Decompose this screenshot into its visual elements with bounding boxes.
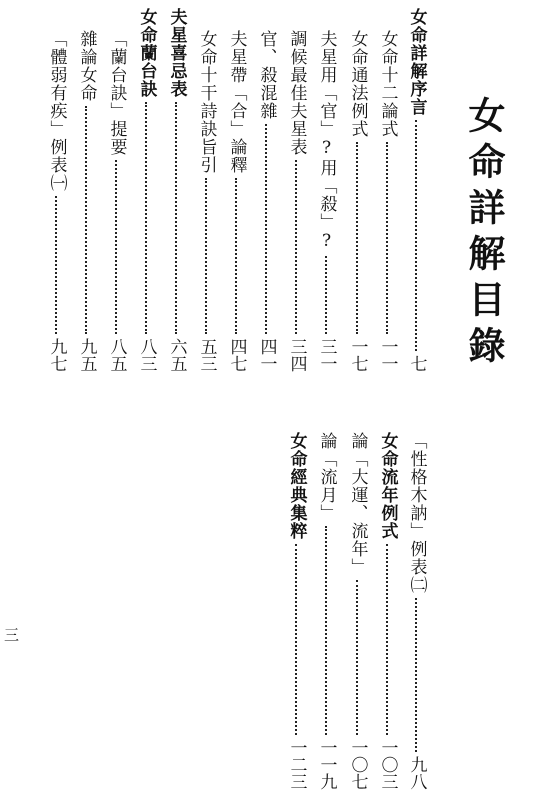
dot-leader [265,124,267,334]
toc-entry-page: 五三 [196,338,217,372]
toc-entry [345,30,369,372]
dot-leader [295,544,297,735]
page-title: 女命詳解目錄 [462,96,505,372]
toc-entry [314,30,338,372]
dot-leader [145,102,147,334]
toc-entry [284,30,308,372]
toc-entry-title: 雜論女命 [76,30,97,102]
toc-entry-title: 夫星用「官」?用「殺」? [316,30,337,252]
toc-entry-title: 調候最佳夫星表 [286,30,307,156]
dot-leader [175,102,177,334]
toc-entry-title: 女命經典集粹 [286,432,307,540]
toc-entry [375,30,399,372]
toc-entry-title: 論「大運、流年」 [347,432,368,576]
toc-entry [284,432,308,790]
toc-entry-page: 七 [406,355,427,372]
toc-entry-title: 論「流月」 [316,432,337,522]
toc-entry [224,30,248,372]
dot-leader [415,598,417,752]
toc-entry [44,30,68,372]
dot-leader [356,580,358,735]
dot-leader [295,160,297,334]
toc-entry-page: 四一 [256,338,277,372]
toc-entry-page: 九八 [406,756,427,790]
toc-entry-page: 一七 [347,338,368,372]
toc-entry-title: 女命詳解序言 [406,8,427,116]
dot-leader [325,526,327,735]
toc-entry-title: 女命十干詩訣旨引 [196,30,217,174]
toc-entry-page: 三四 [286,338,307,372]
toc-entry [314,432,338,790]
dot-leader [235,178,237,334]
toc-entry-page: 一〇三 [377,739,398,790]
toc-entry-title: 「性格木訥」例表㈡ [406,432,427,594]
toc-entry [74,30,98,372]
page-number: 三 [4,626,20,644]
toc-entry-page: 八三 [136,338,157,372]
toc-entry [134,8,158,372]
toc-entry-title: 「體弱有疾」例表㈠ [46,30,67,192]
dot-leader [115,160,117,334]
dot-leader [356,142,358,334]
dot-leader [415,120,417,351]
toc-entry-page: 九五 [76,338,97,372]
dot-leader [386,544,388,735]
dot-leader [205,178,207,334]
toc-entry-title: 女命十二論式 [377,30,398,138]
toc-entry-page: 四七 [226,338,247,372]
toc-entry-page: 三一 [316,338,337,372]
toc-entry-title: 女命通法例式 [347,30,368,138]
dot-leader [55,196,57,334]
toc-entry-page: 一二三 [286,739,307,790]
toc-entry [375,432,399,790]
toc-entry [194,30,218,372]
dot-leader [386,142,388,334]
toc-entry [345,432,369,790]
dot-leader [325,256,327,334]
toc-entry [404,432,428,790]
toc-entry [164,8,188,372]
toc-entry-title: 「蘭台訣」提要 [106,30,127,156]
dot-leader [85,106,87,334]
toc-entry-title: 女命流年例式 [377,432,398,540]
toc-entry-title: 夫星喜忌表 [166,8,187,98]
toc-entry [104,30,128,372]
toc-entry-page: 六五 [166,338,187,372]
toc-entry-title: 官、殺混雜 [256,30,277,120]
toc-entry-page: 九七 [46,338,67,372]
toc-entry [404,8,428,372]
toc-entry-title: 夫星帶「合」論釋 [226,30,247,174]
toc-entry-title: 女命蘭台訣 [136,8,157,98]
toc-entry [254,30,278,372]
toc-entry-page: 一一九 [316,739,337,790]
toc-entry-page: 一一 [377,338,398,372]
toc-entry-page: 一〇七 [347,739,368,790]
toc-entry-page: 八五 [106,338,127,372]
